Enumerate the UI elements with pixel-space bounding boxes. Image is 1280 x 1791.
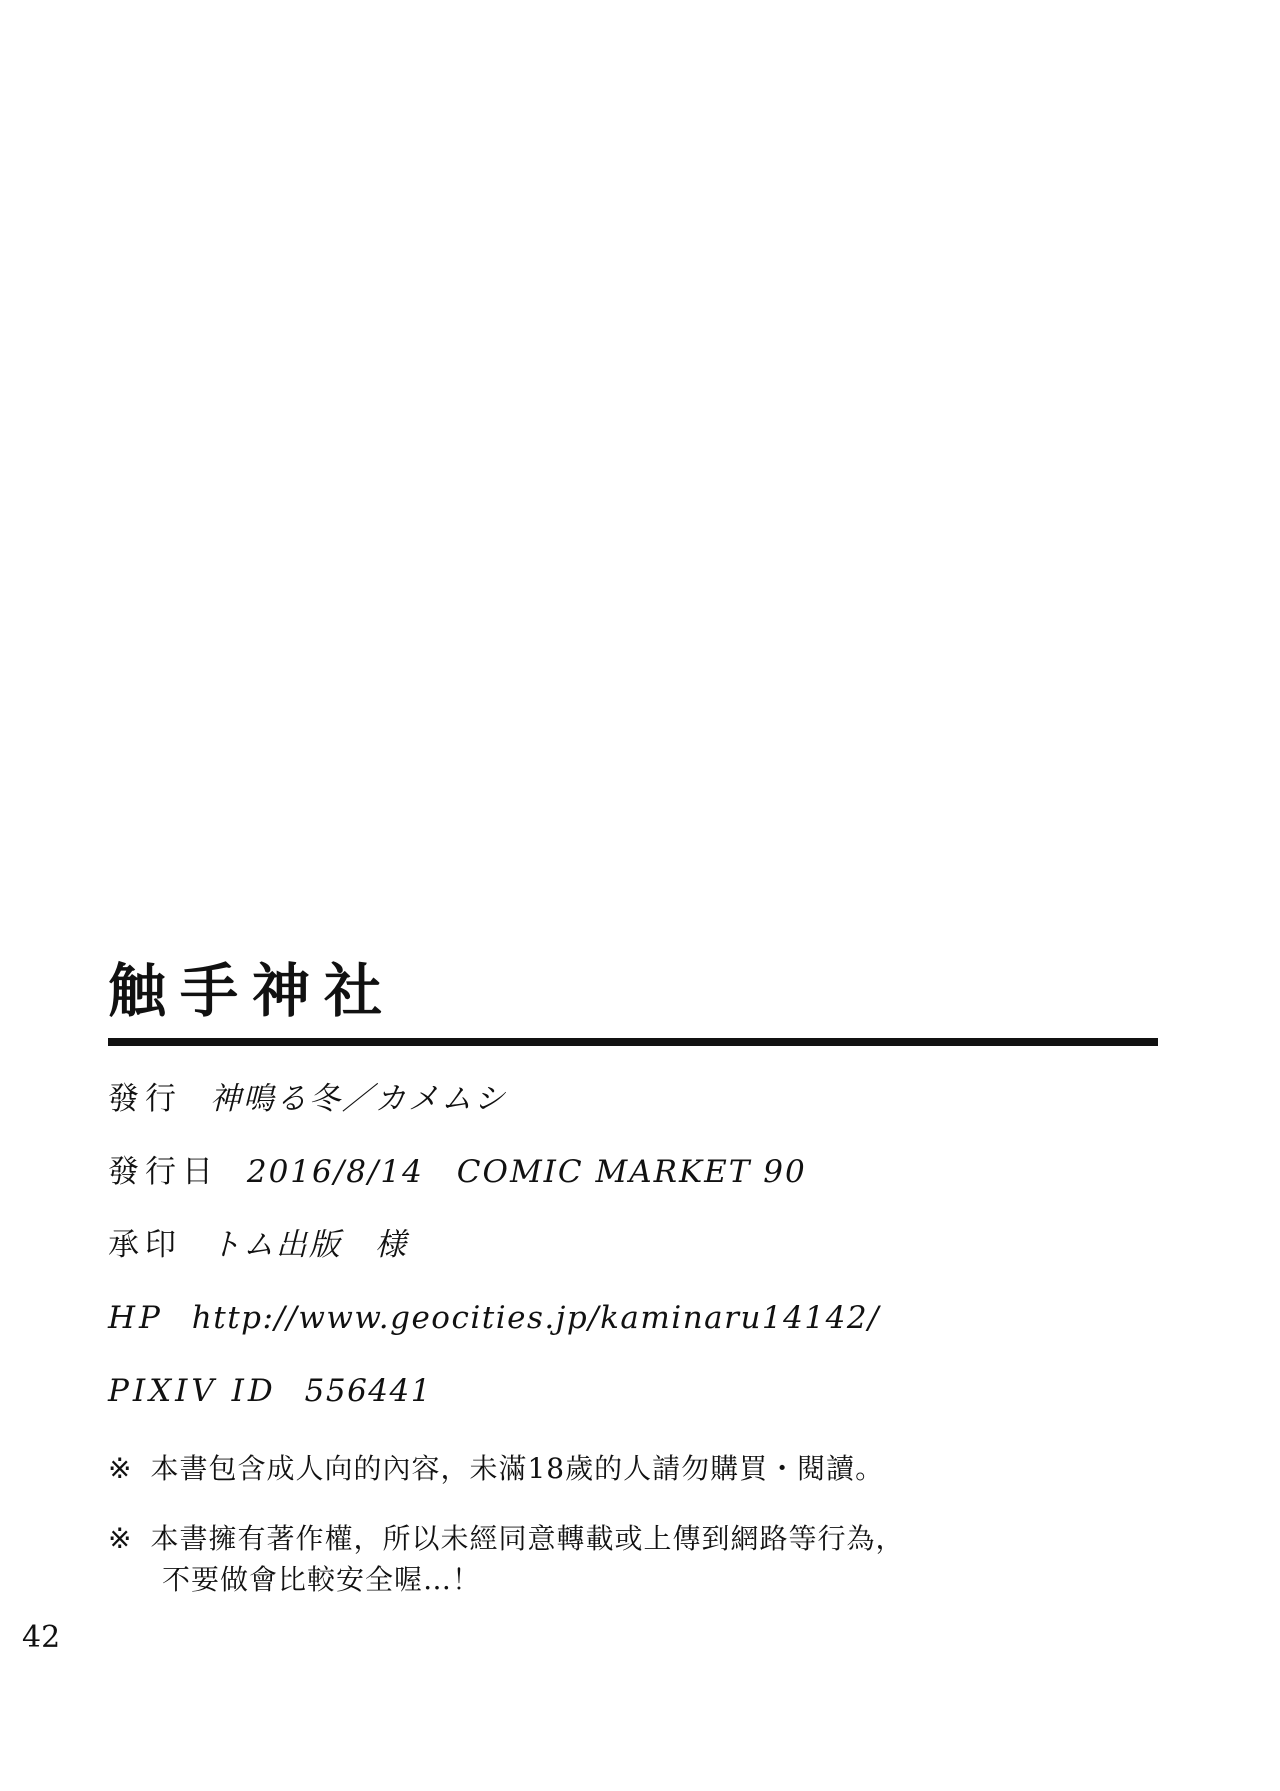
page-title: 触手神社 (108, 957, 397, 1025)
notice-mark-icon: ※ (108, 1522, 133, 1556)
notice-mark-icon: ※ (108, 1451, 133, 1485)
colophon-block (108, 957, 1168, 1631)
info-row (108, 1080, 1168, 1117)
pixiv-id-value: 556441 (304, 1372, 432, 1409)
info-label: 發行 (108, 1080, 182, 1117)
info-label: 發行日 (108, 1153, 219, 1190)
info-value: 2016/8/14 COMIC MARKET 90 (246, 1153, 807, 1190)
info-value: 神鳴る冬／カメムシ (209, 1080, 507, 1117)
info-label: HP (108, 1299, 164, 1336)
notice-text-line2: 不要做會比較安全喔…！ (162, 1562, 482, 1596)
homepage-url: http://www.geocities.jp/kaminaru14142/ (191, 1299, 880, 1336)
publication-info-list (108, 1080, 1168, 1409)
page-number: 42 (22, 1620, 61, 1655)
info-row (108, 1226, 1168, 1263)
info-label: 承印 (108, 1226, 182, 1263)
notice-text: 本書擁有著作權，所以未經同意轉載或上傳到網路等行為， (150, 1522, 905, 1556)
title-divider (108, 1038, 1158, 1046)
info-row-homepage (108, 1299, 1168, 1336)
info-row (108, 1153, 1168, 1190)
notice-copyright (108, 1519, 1168, 1600)
info-value: トム出版 様 (209, 1226, 408, 1263)
info-label: PIXIV ID (108, 1372, 277, 1409)
info-row-pixiv (108, 1372, 1168, 1409)
notice-age-restriction (108, 1449, 1168, 1490)
notice-text: 本書包含成人向的內容，未滿18歲的人請勿購買・閱讀。 (150, 1451, 885, 1485)
